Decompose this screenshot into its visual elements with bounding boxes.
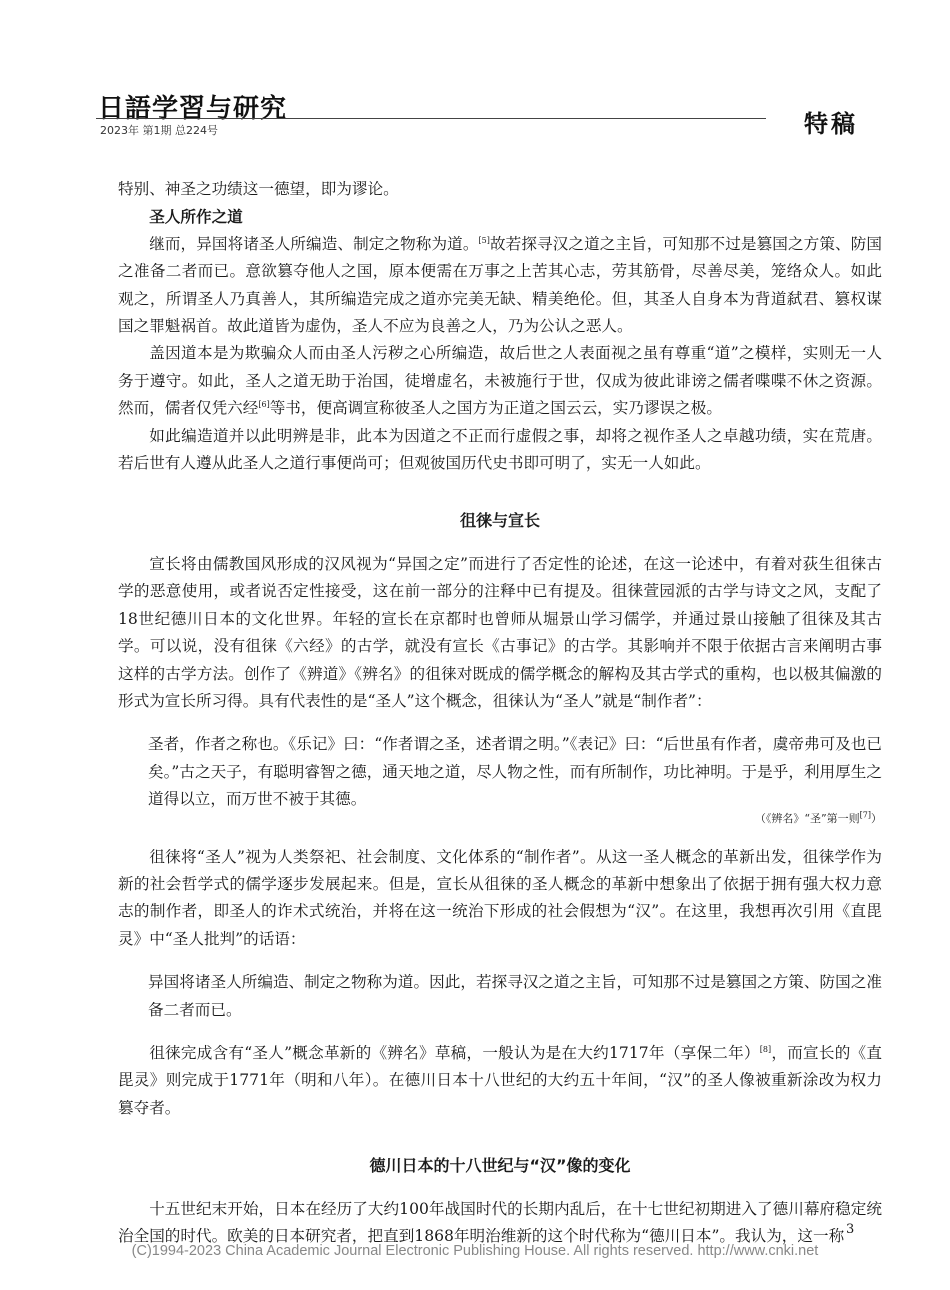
journal-title: 日語学習与研究 [98,94,288,124]
quote-source: （《辨名》“圣”第一则[7]） [754,809,882,825]
paragraph: 继而，异国将诸圣人所编造、制定之物称为道。[5]故若探寻汉之道之主旨，可知那不过是篡国之方策、防国之准备二者而已。意欲篡夺他人之国，原本便需在万事之上苦其心志，劳其筋骨，尽善尽美，笼络众人。如此观之，所谓圣人乃真善人，其所编造完成之道亦完美无缺、精美绝伦。但，其圣人自身本为背道弑君、篡权谋国之罪魁祸首。故此道皆为虚伪，圣人不应为良善之人，乃为公认之恶人。 [118,234,882,336]
quote-text: 圣者，作者之称也。《乐记》曰：“作者谓之圣，述者谓之明。”《表记》曰：“后世虽有作者，虞帝弗可及也已矣。”古之天子，有聪明睿智之德，通天地之道，尽人物之性，而有所制作，功比神明。于是乎，利用厚生之道得以立，而万世不被于其德。 [148,735,882,809]
footnote-ref[interactable]: [7] [859,809,871,819]
copyright-line[interactable]: (C)1994-2023 China Academic Journal Electronic Publishing House. All rights reserved. http://www.cnki.net [131,1243,819,1259]
page-number: 3 [846,1222,855,1237]
section-heading: 德川日本的十八世纪与“汉”像的变化 [369,1156,631,1176]
article-body [118,176,882,1250]
paragraph: 十五世纪末开始，日本在经历了大约100年战国时代的长期内乱后，在十七世纪初期进入了德川幕府稳定统治全国的时代。欧美的日本研究者，把直到1868年明治维新的这个时代称为“德川日本”。我认为，这一称 [118,1199,882,1245]
paragraph: 盖因道本是为欺骗众人而由圣人污秽之心所编造，故后世之人表面视之虽有尊重“道”之模样，实则无一人务于遵守。如此，圣人之道无助于治国，徒增虚名，未被施行于世，仅成为彼此诽谤之儒者喋喋不休之资源。然而，儒者仅凭六经[6]等书，便高调宣称彼圣人之国方为正道之国云云，实乃谬误之极。 [118,344,882,418]
masthead-rule [96,118,766,119]
paragraph: 徂徕完成含有“圣人”概念革新的《辨名》草稿，一般认为是在大约1717年（享保二年）[8]，而宣长的《直毘灵》则完成于1771年（明和八年）。在德川日本十八世纪的大约五十年间，“汉”的圣人像被重新涂改为权力篡夺者。 [118,1043,882,1117]
section-heading: 徂徕与宣长 [459,511,540,531]
column-tag: 特稿 [804,109,858,138]
block-quote [118,969,882,1024]
footnote-ref[interactable]: [6] [258,400,270,410]
footnote-ref[interactable]: [8] [759,1044,772,1054]
paragraph: 徂徕将“圣人”视为人类祭祀、社会制度、文化体系的“制作者”。从这一圣人概念的革新出发，徂徕学作为新的社会哲学式的儒学逐步发展起来。但是，宣长从徂徕的圣人概念的革新中想象出了依据于拥有强大权力意志的制作者，即圣人的诈术式统治，并将在这一统治下形成的社会假想为“汉”。在这里，我想再次引用《直毘灵》中“圣人批判”的话语： [118,847,882,948]
footnote-ref[interactable]: [5] [478,235,490,245]
paragraph: 如此编造道并以此明辨是非，此本为因道之不正而行虚假之事，却将之视作圣人之卓越功绩，实在荒唐。若后世有人遵从此圣人之道行事便尚可；但观彼国历代史书即可明了，实无一人如此。 [118,426,882,473]
paragraph: 宣长将由儒教国风形成的汉风视为“异国之定”而进行了否定性的论述，在这一论述中，有着对荻生徂徕古学的恶意使用，或者说否定性接受，这在前一部分的注释中已有提及。徂徕萱园派的古学与诗文之风，支配了18世纪德川日本的文化世界。年轻的宣长在京都时也曾师从堀景山学习儒学，并通过景山接触了徂徕及其古学。可以说，没有徂徕《六经》的古学，就没有宣长《古事记》的古学。其影响并不限于依据古言来阐明古事这样的古学方法。创作了《辨道》《辨名》的徂徕对既成的儒学概念的解构及其古学式的重构，也以极其偏激的形式为宣长所习得。具有代表性的是“圣人”这个概念，徂徕认为“圣人”就是“制作者”： [118,554,882,710]
block-quote [118,731,882,827]
quote-text: 异国将诸圣人所编造、制定之物称为道。因此，若探寻汉之道之主旨，可知那不过是篡国之方策、防国之准备二者而已。 [148,973,882,1019]
issue-info: 2023年 第1期 总224号 [100,124,218,137]
subheading: 圣人所作之道 [149,207,243,227]
paragraph: 特别、神圣之功绩这一德望，即为谬论。 [118,180,399,198]
